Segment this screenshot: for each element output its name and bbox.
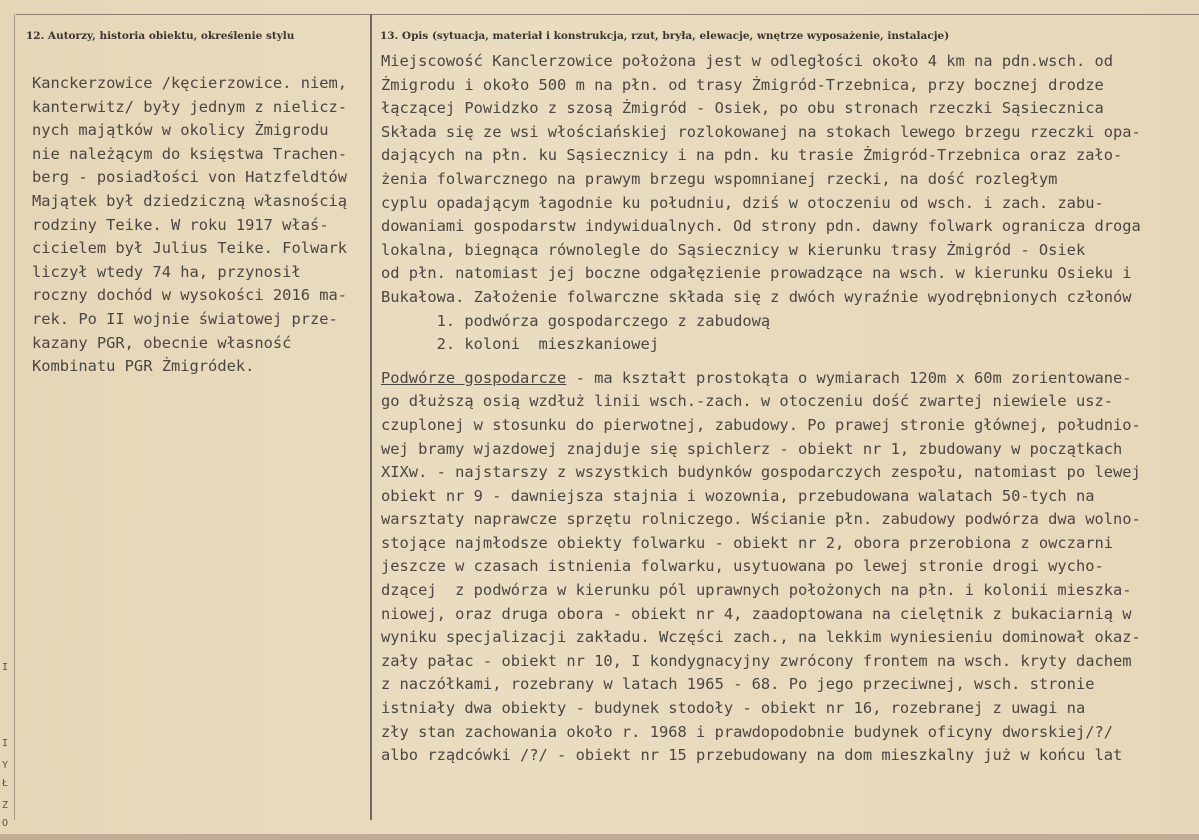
text-line: 1. podwórza gospodarczego z zabudową: [381, 311, 771, 330]
margin-mark: I: [2, 738, 9, 749]
text-line: niowej, oraz druga obora - obiekt nr 4, zaadoptowana na cielętnik z bukaciarnią w: [381, 604, 1132, 623]
text-line: wej bramy wjazdowej znajduje się spichlerz - obiekt nr 1, zbudowany w początkach: [381, 439, 1123, 458]
text-fragment: - ma kształt prostokąta o wymiarach 120m x 60m zorientowane-: [566, 368, 1132, 387]
margin-mark: O: [2, 818, 9, 829]
text-line: albo rządcówki /?/ - obiekt nr 15 przebudowany na dom mieszkalny już w końcu lat: [381, 746, 1123, 765]
left-rule: [14, 14, 15, 820]
text-line: Składa się ze wsi włościańskiej rozlokowanej na stokach lewego brzegu rzeczki opa-: [381, 122, 1141, 141]
text-line: cyplu opadającym łagodnie ku południu, dziś w otoczeniu od wsch. i zach. zabu-: [381, 193, 1104, 212]
text-line: dowaniami gospodarstw indywidualnych. Od strony pdn. dawny folwark ogranicza droga: [381, 217, 1141, 236]
text-line: z naczółkami, rozebrany w latach 1965 - 68. Po jego przeciwnej, wsch. stronie: [381, 675, 1095, 694]
text-line: Majątek był dziedziczną własnością: [32, 191, 348, 210]
text-line: od płn. natomiast jej boczne odgałęzienie prowadzące na wsch. w kierunku Osieku i: [381, 264, 1132, 283]
column-divider: [370, 14, 372, 820]
text-line: 2. koloni mieszkaniowej: [381, 335, 659, 354]
margin-mark: Ł: [2, 778, 9, 789]
paragraph-gap: [381, 357, 1199, 367]
top-rule: [16, 14, 1199, 15]
text-line: cicielem był Julius Teike. Folwark: [32, 239, 348, 258]
text-line: rodziny Teike. W roku 1917 właś-: [32, 215, 329, 234]
section-13-text: [381, 50, 1199, 768]
text-line: Kombinatu PGR Żmigródek.: [32, 357, 255, 376]
text-line: Kanckerzowice /kęcierzowice. niem,: [32, 74, 348, 92]
text-line: obiekt nr 9 - dawniejsza stajnia i wozownia, przebudowana walatach 50-tych na: [381, 486, 1095, 505]
text-line: rek. Po II wojnie światowej prze-: [32, 309, 338, 328]
text-line: zały pałac - obiekt nr 10, I kondygnacyjny zwrócony frontem na wsch. kryty dachem: [381, 651, 1132, 670]
margin-mark: Y: [2, 760, 9, 771]
text-line: nych majątków w okolicy Żmigrodu: [32, 121, 329, 140]
text-line: nie należącym do księstwa Trachen-: [32, 144, 348, 163]
text-line: kazany PGR, obecnie własność: [32, 333, 292, 352]
text-line: wyniku specjalizacji zakładu. Wczęści zach., na lekkim wyniesieniu dominował okaz-: [381, 628, 1141, 647]
text-line: Miejscowość Kanclerzowice położona jest w odległości około 4 km na pdn.wsch. od: [381, 52, 1114, 70]
text-line: żenia folwarcznego na prawym brzegu wspomnianej rzecki, na dość rozległym: [381, 169, 1058, 188]
section-12-header: 12. Autorzy, historia obiektu, określenie stylu: [26, 30, 295, 42]
text-line: Żmigrodu i około 500 m na płn. od trasy Żmigród-Trzebnica, przy bocznej drodze: [381, 75, 1104, 94]
margin-mark: I: [2, 662, 9, 673]
section-12-text: [32, 72, 368, 379]
margin-mark: Z: [2, 800, 9, 811]
text-line: dających na płn. ku Sąsiecznicy i na pdn. ku trasie Żmigród-Trzebnica oraz zało-: [381, 146, 1123, 165]
text-line: łączącej Powidzko z szosą Żmigród - Osiek, po obu stronach rzeczki Sąsiecznica: [381, 99, 1104, 118]
text-line: zły stan zachowania około r. 1968 i prawdopodobnie budynek oficyny dworskiej/?/: [381, 722, 1114, 741]
text-line: roczny dochód w wysokości 2016 ma-: [32, 286, 348, 305]
text-line: czuplonej w stosunku do pierwotnej, zabudowy. Po prawej stronie głównej, południo-: [381, 415, 1141, 434]
text-line: kanterwitz/ były jednym z nielicz-: [32, 97, 348, 116]
text-line: XIXw. - najstarszy z wszystkich budynków gospodarczych zespołu, natomiast po lewej: [381, 463, 1141, 482]
subsection-heading: Podwórze gospodarcze: [381, 368, 567, 387]
bottom-edge: [0, 834, 1199, 840]
text-line: istniały dwa obiekty - budynek stodoły - obiekt nr 16, rozebranej z uwagi na: [381, 699, 1086, 718]
text-line: go dłuższą osią wzdłuż linii wsch.-zach. w otoczeniu dość zwartej niewiele usz-: [381, 392, 1114, 411]
text-line: dzącej z podwórza w kierunku pól uprawnych położonych na płn. i kolonii mieszka-: [381, 581, 1132, 600]
text-line: warsztaty naprawcze sprzętu rolniczego. Wścianie płn. zabudowy podwórza dwa wolno-: [381, 510, 1141, 529]
text-line: berg - posiadłości von Hatzfeldtów: [32, 168, 348, 187]
section-13-header: 13. Opis (sytuacja, materiał i konstrukcja, rzut, bryła, elewacje, wnętrze wyposażenie, instalacje): [380, 30, 950, 42]
text-line: Bukałowa. Założenie folwarczne składa się z dwóch wyraźnie wyodrębnionych członów: [381, 287, 1132, 306]
text-line: liczył wtedy 74 ha, przynosił: [32, 262, 301, 281]
text-line: lokalna, biegnąca równolegle do Sąsiecznicy w kierunku trasy Żmigród - Osiek: [381, 240, 1086, 259]
text-line: stojące najmłodsze obiekty folwarku - obiekt nr 2, obora przerobiona z owczarni: [381, 533, 1114, 552]
text-line: jeszcze w czasach istnienia folwarku, usytuowana po lewej stronie drogi wycho-: [381, 557, 1104, 576]
text-line: [381, 367, 1199, 391]
